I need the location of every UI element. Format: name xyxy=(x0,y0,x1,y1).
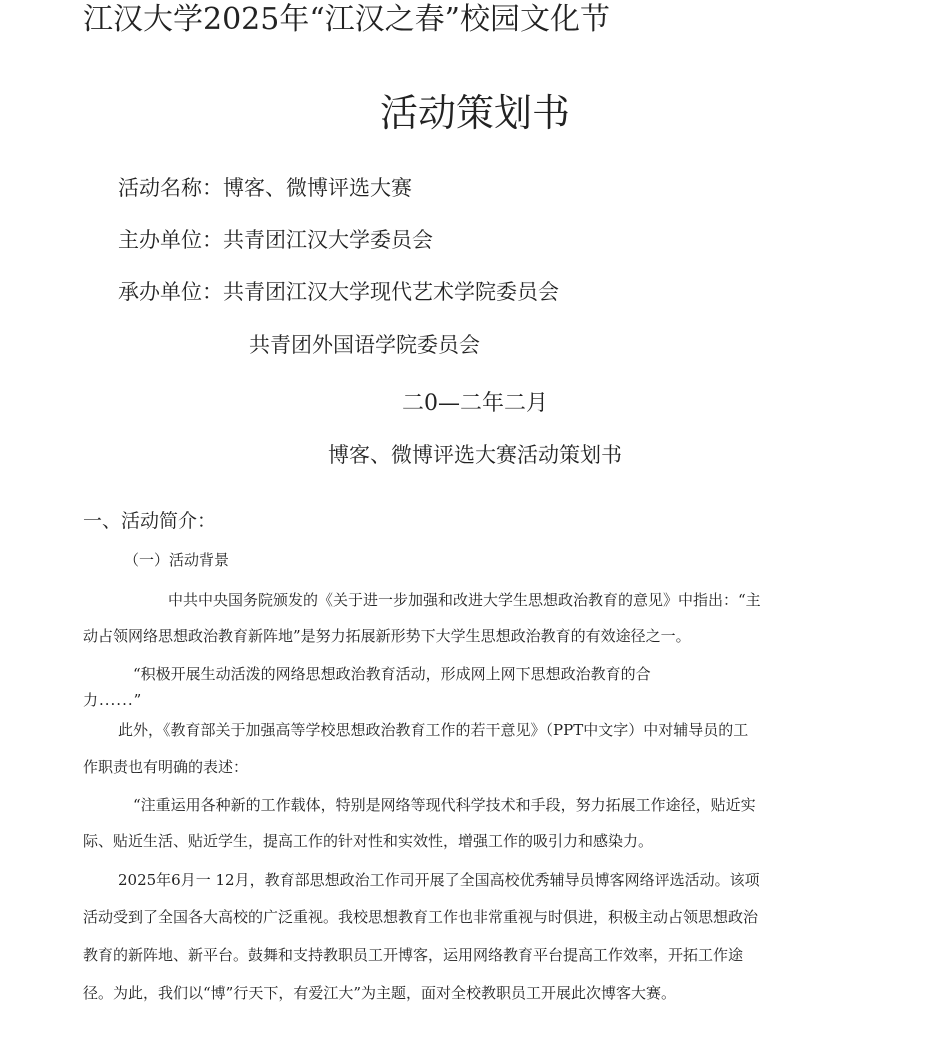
paragraph-line: 动占领网络思想政治教育新阵地”是努力拓展新形势下大学生思想政治教育的有效途径之一。 xyxy=(83,627,691,645)
paragraph-line: 作职责也有明确的表述： xyxy=(83,758,249,776)
info-organizer: 主办单位：共青团江汉大学委员会 xyxy=(118,228,433,252)
document-title: 活动策划书 xyxy=(379,91,570,135)
info-co-organizer-2: 共青团外国语学院委员会 xyxy=(249,333,480,357)
paragraph-line: “注重运用各种新的工作载体，特别是网络等现代科学技术和手段，努力拓展工作途径，贴近实 xyxy=(133,796,756,814)
paragraph-line: 此外，《教育部关于加强高等学校思想政治教育工作的若干意见》（PPT中文字）中对辅导员的工 xyxy=(118,721,749,739)
paragraph-line: 际、贴近生活、贴近学生，提高工作的针对性和实效性，增强工作的吸引力和感染力。 xyxy=(83,832,654,850)
document-date: 二0—二年二月 xyxy=(402,391,548,416)
paragraph-line: 中共中央国务院颁发的《关于进一步加强和改进大学生思想政治教育的意见》中指出：“主 xyxy=(168,591,761,609)
info-activity-name: 活动名称：博客、微博评选大赛 xyxy=(118,176,412,200)
paragraph-line: 活动受到了全国各大高校的广泛重视。我校思想教育工作也非常重视与时俱进，积极主动占领思想政治 xyxy=(83,908,759,926)
section-heading: 一、活动简介： xyxy=(83,510,217,532)
paragraph-line: 教育的新阵地、新平台。鼓舞和支持教职员工开博客，运用网络教育平台提高工作效率，开拓工作途 xyxy=(83,946,744,964)
paragraph-line: 力......” xyxy=(83,691,143,709)
header-title: 江汉大学2025年“江汉之春”校园文化节 xyxy=(83,2,611,37)
paragraph-line: 2025年6月一 12月，教育部思想政治工作司开展了全国高校优秀辅导员博客网络评选活动。该项 xyxy=(118,871,760,889)
paragraph-line: 径。为此，我们以“博”行天下，有爱江大”为主题，面对全校教职员工开展此次博客大赛。 xyxy=(83,984,677,1002)
subsection-heading: （一）活动背景 xyxy=(124,551,230,569)
paragraph-line: “积极开展生动活泼的网络思想政治教育活动，形成网上网下思想政治教育的合 xyxy=(133,665,651,683)
info-co-organizer: 承办单位：共青团江汉大学现代艺术学院委员会 xyxy=(118,280,559,304)
document-subtitle: 博客、微博评选大赛活动策划书 xyxy=(328,443,622,467)
